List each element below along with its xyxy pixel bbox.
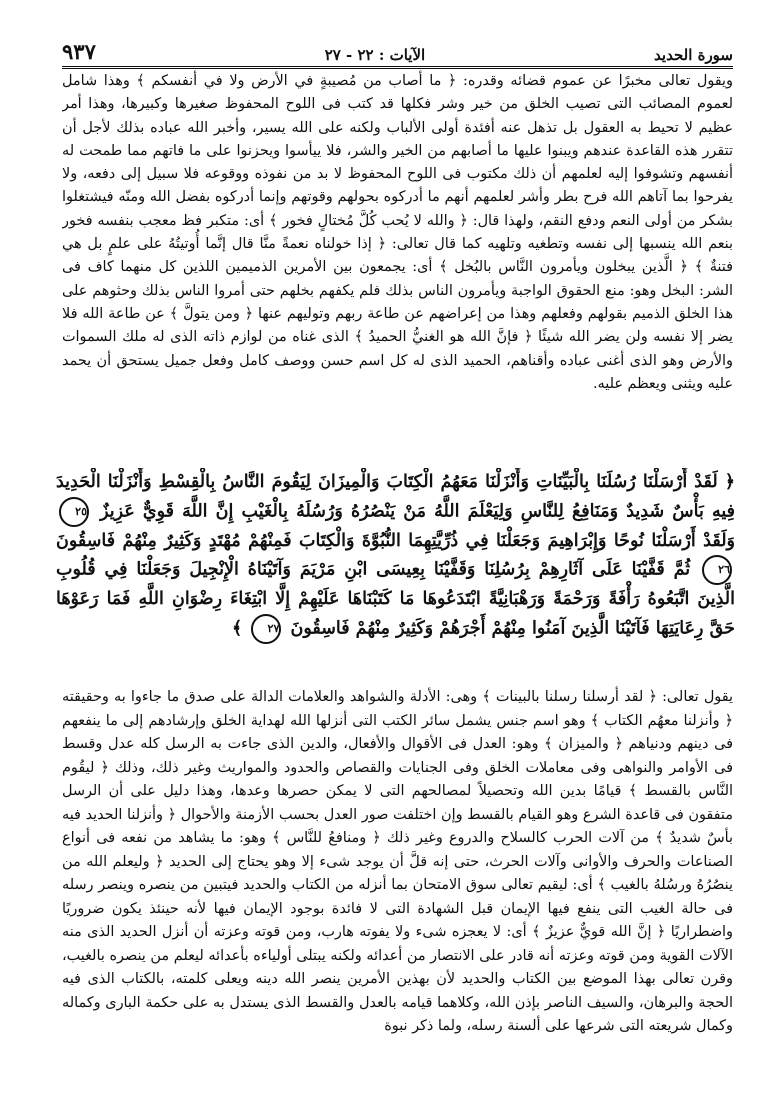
verse-25-number: ٢٥ (59, 497, 89, 527)
page-header (62, 36, 733, 69)
verse-range: الآيات : ٢٢ - ٢٧ (324, 46, 426, 64)
commentary-section-1 (62, 70, 733, 468)
open-verse-bracket: ﴿ (724, 472, 735, 492)
commentary-paragraph: يقول تعالى: ﴿ لقد أرسلنا رسلنا بالبينات ﴾ وهى: الأدلة والشواهد والعلامات الدالة على صدق ما جاءوا به وحقيقته ﴿ وأنزلنا معهُم الكتاب ﴾ وهو اسم جنس يشمل سائر الكتب التى أنزلها الله لهداية الخلق وإرشادهم إلى ما ينفعهم فى دينهم ودنياهم ﴿ والميزان ﴾ وهو: العدل فى الأقوال والأفعال، والدين الذى جاءت به الرسل كله عدل وقسط فى الأوامر والنواهى وفى معاملات الخلق وفى الجنايات والقصاص والحدود والمواريث وغير ذلك، وذلك ﴿ ليقُوم النَّاس بالقسط ﴾ قيامًا بدين الله وتحصيلاً لمصالحهم التى لا يمكن حصرها وعدها، وهذا دليل على أن الرسل متفقون فى قاعدة الشرع وهو القيام بالقسط وإن اختلفت صور العدل بحسب الأزمنة والأحوال ﴿ وأنزلنا الحديد فيه بأسٌ شديدٌ ﴾ من آلات الحرب كالسلاح والدروع وغير ذلك ﴿ ومنافعُ للنَّاس ﴾ وهو: ما يشاهد من نفعه فى أنواع الصناعات والحرف والأوانى وآلات الحرث، حتى إنه قلَّ أن يوجد شىء إلا وهو يحتاج إلى الحديد ﴿ وليعلم الله من ينصُرُهُ ورسُلهُ بالغيب ﴾ أى: ليقيم تعالى سوق الامتحان بما أنزله من الكتاب والحديد فيتبين من ينصره وينصر رسله فى حالة الغيب التى ينفع فيها الإيمان قبل الشهادة التى لا فائدة بوجود الإيمان فيها لأنه حينئذ يكون ضروريًا واضطراريًا ﴿ إنَّ الله قويٌّ عزيزٌ ﴾ أى: لا يعجزه شىء ولا يفوته هارب، ومن قوته وعزته أن أنزل الحديد الذى منه الآلات القوية ومن قوته وعزته أنه قادر على الانتصار من أعدائه ولكنه يبتلى أولياءه بأعدائه ليعلم من ينصره بالغيب، وقرن تعالى بهذا الموضع بين الكتاب والحديد لأن بهذين الأمرين ينصر الله دينه ويعلى كلمته، بالكتاب الذى فيه الحجة والبرهان، والسيف الناصر بإذن الله، وكلاهما قيامه بالعدل والقسط الذى يستدل به على حكمة البارى وكماله وكمال شريعته التى شرعها على ألسنة رسله، ولما ذكر نبوة (62, 689, 733, 1034)
close-verse-bracket: ﴾ (232, 618, 243, 638)
verse-26-text: وَلَقَدْ أَرْسَلْنَا نُوحًا وَإِبْرَاهِيمَ وَجَعَلْنَا فِي ذُرِّيَّتِهِمَا النُّبُوَّةَ وَالْكِتَابَ فَمِنْهُمْ مُهْتَدٍ وَكَثِيرٌ مِنْهُمْ فَاسِقُونَ (56, 530, 735, 551)
verse-25-text: لَقَدْ أَرْسَلْنَا رُسُلَنَا بِالْبَيِّنَاتِ وَأَنْزَلْنَا مَعَهُمُ الْكِتَابَ وَالْمِيزَانَ لِيَقُومَ النَّاسُ بِالْقِسْطِ وَأَنْزَلْنَا الْحَدِيدَ فِيهِ بَأْسٌ شَدِيدٌ وَمَنَافِعُ لِلنَّاسِ وَلِيَعْلَمَ اللَّهُ مَنْ يَنْصُرُهُ وَرُسُلَهُ بِالْغَيْبِ إِنَّ اللَّهَ قَوِيٌّ عَزِيزٌ (56, 472, 735, 521)
verse-27-number: ٢٧ (251, 614, 281, 644)
verse-26-number: ٢٦ (702, 555, 732, 585)
quran-verses-block (56, 468, 735, 666)
page-number: ٩٣٧ (62, 39, 96, 64)
surah-title: سورة الحديد (654, 46, 733, 64)
commentary-section-2 (62, 686, 733, 1110)
commentary-paragraph: ويقول تعالى مخبرًا عن عموم قضائه وقدره: ﴿ ما أصاب من مُصيبةٍ في الأرض ولا في أنفسكم ﴾ وهذا شامل لعموم المصائب التى تصيب الخلق من خير وشر فكلها قد كتب فى اللوح المحفوظ صغيرها وكبيرها، وهذا أمر عظيم لا تحيط به العقول بل تذهل عنه أفئدة أولى الألباب ولكنه على الله يسير، وأخبر الله عباده بذلك لأجل أن تتقرر هذه القاعدة عندهم ويبنوا عليها ما أصابهم من الخير والشر، فلا ييأسوا ويحزنوا على ما فاتهم مما طمحت له أنفسهم وتشوفوا إليه لعلمهم أن ذلك مكتوب فى اللوح المحفوظ لا بد من نفوذه ووقوعه فلا سبيل إلى دفعه، ولا يفرحوا بما آتاهم الله فرح بطر وأشر لعلمهم أنهم ما أدركوه بحولهم وقوتهم وإنما أدركوه بفضل الله ومنّه فيشتغلوا بشكر من أولى النعم ودفع النقم، ولهذا قال: ﴿ والله لا يُحب كُلَّ مُختالٍ فخور ﴾ أى: متكبر فظ معجب بنفسه فخور بنعم الله ينسبها إلى نفسه وتطغيه وتلهيه كما قال تعالى: ﴿ إذا خولناه نعمةً منَّا قال إنَّما أُوتيتُهُ على علمٍ بل هي فتنةٌ ﴾ ﴿ الَّذين يبخلون ويأمرون النَّاس بالبُخل ﴾ أى: يجمعون بين الأمرين الذميمين اللذين كل منهما كاف فى الشر: البخل وهو: منع الحقوق الواجبة ويأمرون الناس بذلك فلم يكفهم بخلهم حتى أمروا الناس بذلك وحثوهم على هذا الخلق الذميم بقولهم وفعلهم وهذا من إعراضهم عن طاعة ربهم وتوليهم عنها ﴿ ومن يتولَّ ﴾ عن طاعة الله فلا يضر إلا نفسه ولن يضر الله شيئًا ﴿ فإنَّ الله هو الغنيُّ الحميدُ ﴾ الذى غناه من لوازم ذاته الذى له ملك السموات والأرض وهو الذى أغنى عباده وأقناهم، الحميد الذى له كل اسم حسن ووصف كامل وفعل جميل يستحق أن يحمد عليه ويثنى ويعظم عليه. (62, 73, 733, 392)
verse-27-text: ثُمَّ قَفَّيْنَا عَلَى آثَارِهِمْ بِرُسُلِنَا وَقَفَّيْنَا بِعِيسَى ابْنِ مَرْيَمَ وَآتَيْنَاهُ الْإِنْجِيلَ وَجَعَلْنَا فِي قُلُوبِ الَّذِينَ اتَّبَعُوهُ رَأْفَةً وَرَحْمَةً وَرَهْبَانِيَّةً ابْتَدَعُوهَا مَا كَتَبْنَاهَا عَلَيْهِمْ إِلَّا ابْتِغَاءَ رِضْوَانِ اللَّهِ فَمَا رَعَوْهَا حَقَّ رِعَايَتِهَا فَآتَيْنَا الَّذِينَ آمَنُوا مِنْهُمْ أَجْرَهُمْ وَكَثِيرٌ مِنْهُمْ فَاسِقُونَ (56, 559, 735, 638)
